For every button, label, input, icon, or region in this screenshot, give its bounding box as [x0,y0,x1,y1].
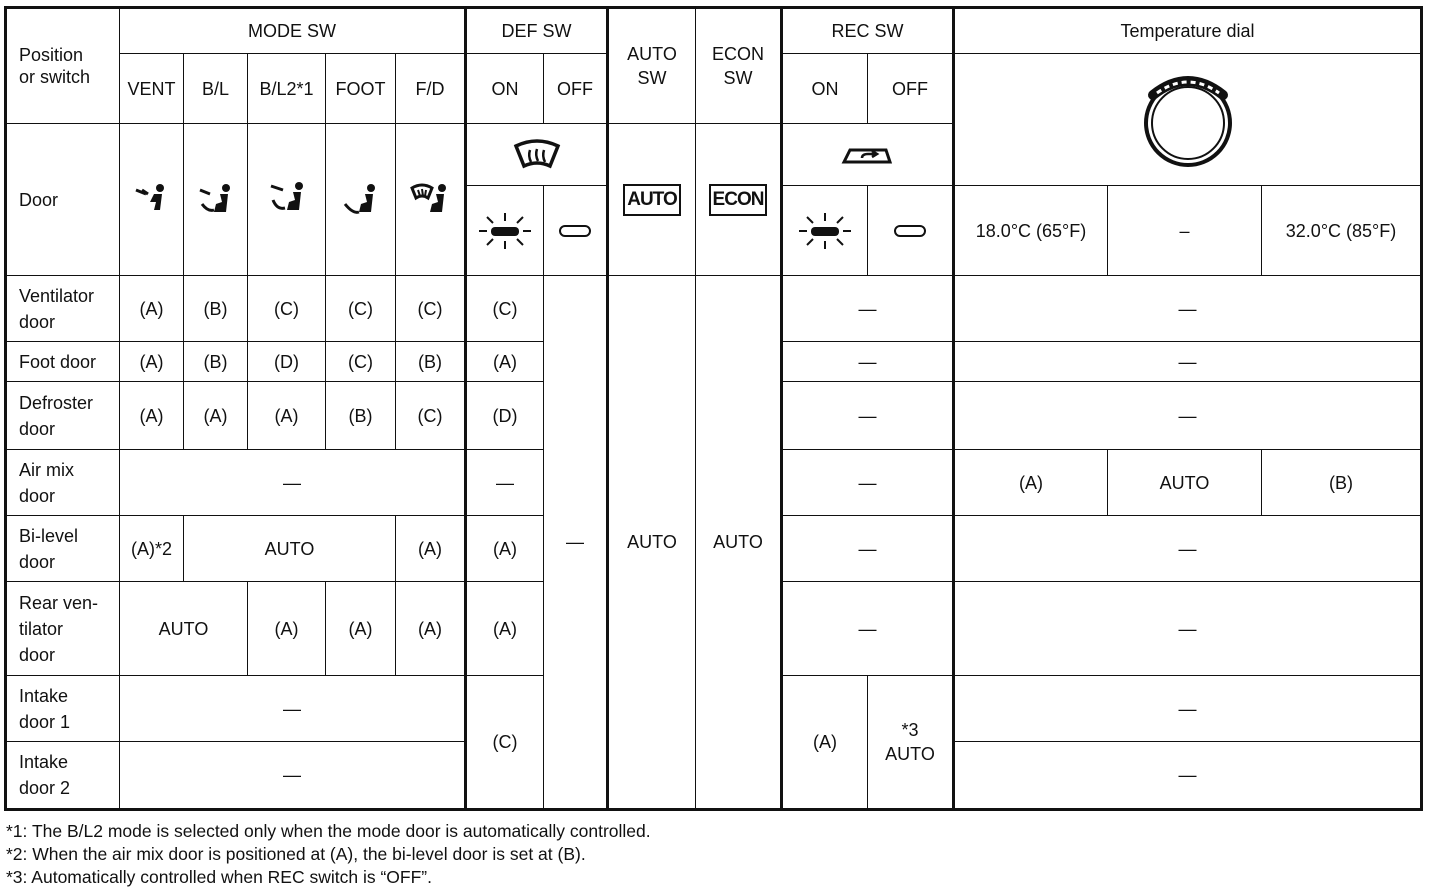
bilevel-mode-icon [184,124,248,276]
bilevel-temp: — [954,516,1422,582]
foot-temp: — [954,342,1422,382]
door-label: Door [6,124,120,276]
auto-icon-cell [608,124,696,276]
footnote-3: *3: Automatically controlled when REC switch is “OFF”. [6,867,432,887]
airmix-temp-min: (A) [954,450,1108,516]
intake2-temp: — [954,742,1422,810]
bilevel-vent: (A)*2 [120,516,184,582]
airmix-temp-mid: AUTO [1108,450,1262,516]
foot-mode-icon [326,124,396,276]
defroster-def-on: (D) [466,382,544,450]
indicator-lamp-off-icon [557,223,593,239]
def-on-label: ON [466,54,544,124]
foot-vent: (A) [120,342,184,382]
temp-min-label: 18.0°C (65°F) [954,186,1108,276]
mode-fd-label: F/D [396,54,466,124]
door-control-table [4,6,1423,811]
foot-fd: (B) [396,342,466,382]
airmix-temp-max: (B) [1262,450,1422,516]
temperature-dial-icon [1133,65,1243,175]
bilevel2-mode-icon [248,124,326,276]
ventilator-temp: — [954,276,1422,342]
temp-dial-header: Temperature dial [954,8,1422,54]
rec-sw-header: REC SW [782,8,954,54]
rearvent-bl2: (A) [248,582,326,676]
ventilator-vent: (A) [120,276,184,342]
foot-rec: — [782,342,954,382]
ventilator-fd: (C) [396,276,466,342]
intake1-door-label: Intake door 1 [6,676,120,742]
defroster-vent: (A) [120,382,184,450]
footnotes [6,820,651,889]
rec-on-indicator-cell [782,186,868,276]
ventilator-bl: (B) [184,276,248,342]
econ-sw-header: ECON SW [696,8,782,124]
intake1-temp: — [954,676,1422,742]
rearvent-def-on: (A) [466,582,544,676]
rearvent-foot: (A) [326,582,396,676]
defroster-door-label: Defroster door [6,382,120,450]
def-on-indicator-cell [466,186,544,276]
airmix-door-label: Air mix door [6,450,120,516]
intake1-modes: — [120,676,466,742]
rearvent-fd: (A) [396,582,466,676]
defroster-bl: (A) [184,382,248,450]
rearvent-temp: — [954,582,1422,676]
position-or-switch-label: Position or switch [6,8,120,124]
defroster-bl2: (A) [248,382,326,450]
mode-bl-label: B/L [184,54,248,124]
indicator-lamp-on-icon [473,211,537,251]
temperature-dial-cell [954,54,1422,186]
rec-off-label: OFF [868,54,954,124]
mode-bl2-label: B/L2*1 [248,54,326,124]
foot-def-mode-icon [396,124,466,276]
foot-bl2: (D) [248,342,326,382]
ventilator-rec: — [782,276,954,342]
def-sw-header: DEF SW [466,8,608,54]
defroster-icon-cell [466,124,608,186]
intake-rec-on: (A) [782,676,868,810]
airmix-rec: — [782,450,954,516]
intake-def-on: (C) [466,676,544,810]
vent-mode-icon [120,124,184,276]
auto-button-icon: AUTO [623,184,680,216]
door-control-table-container [4,6,1420,811]
foot-bl: (B) [184,342,248,382]
airmix-modes: — [120,450,466,516]
bilevel-auto: AUTO [184,516,396,582]
bilevel-door-label: Bi-level door [6,516,120,582]
temp-max-label: 32.0°C (85°F) [1262,186,1422,276]
rearvent-auto: AUTO [120,582,248,676]
ventilator-foot: (C) [326,276,396,342]
rearvent-door-label: Rear ven- tilator door [6,582,120,676]
rearvent-rec: — [782,582,954,676]
bilevel-rec: — [782,516,954,582]
foot-def-on: (A) [466,342,544,382]
indicator-lamp-on-icon [793,211,857,251]
def-off-merged: — [544,276,608,810]
rec-on-label: ON [782,54,868,124]
footnote-1: *1: The B/L2 mode is selected only when the mode door is automatically controlled. [6,821,651,841]
ventilator-door-label: Ventilator door [6,276,120,342]
defroster-temp: — [954,382,1422,450]
auto-sw-merged: AUTO [608,276,696,810]
indicator-lamp-off-icon [892,223,928,239]
defroster-foot: (B) [326,382,396,450]
mode-foot-label: FOOT [326,54,396,124]
recirculation-icon-cell [782,124,954,186]
temp-mid-label: – [1108,186,1262,276]
foot-foot: (C) [326,342,396,382]
bilevel-def-on: (A) [466,516,544,582]
intake2-modes: — [120,742,466,810]
mode-sw-header: MODE SW [120,8,466,54]
defroster-fd: (C) [396,382,466,450]
defroster-rec: — [782,382,954,450]
bilevel-fd: (A) [396,516,466,582]
econ-sw-merged: AUTO [696,276,782,810]
def-off-indicator-cell [544,186,608,276]
recirculation-icon [840,142,896,168]
foot-door-label: Foot door [6,342,120,382]
footnote-2: *2: When the air mix door is positioned at (A), the bi-level door is set at (B). [6,844,586,864]
mode-vent-label: VENT [120,54,184,124]
airmix-def-on: — [466,450,544,516]
intake-rec-off: *3 AUTO [868,676,954,810]
econ-button-icon: ECON [709,184,768,216]
defroster-icon [512,138,562,172]
def-off-label: OFF [544,54,608,124]
intake2-door-label: Intake door 2 [6,742,120,810]
ventilator-def-on: (C) [466,276,544,342]
ventilator-bl2: (C) [248,276,326,342]
rec-off-indicator-cell [868,186,954,276]
econ-icon-cell [696,124,782,276]
auto-sw-header: AUTO SW [608,8,696,124]
